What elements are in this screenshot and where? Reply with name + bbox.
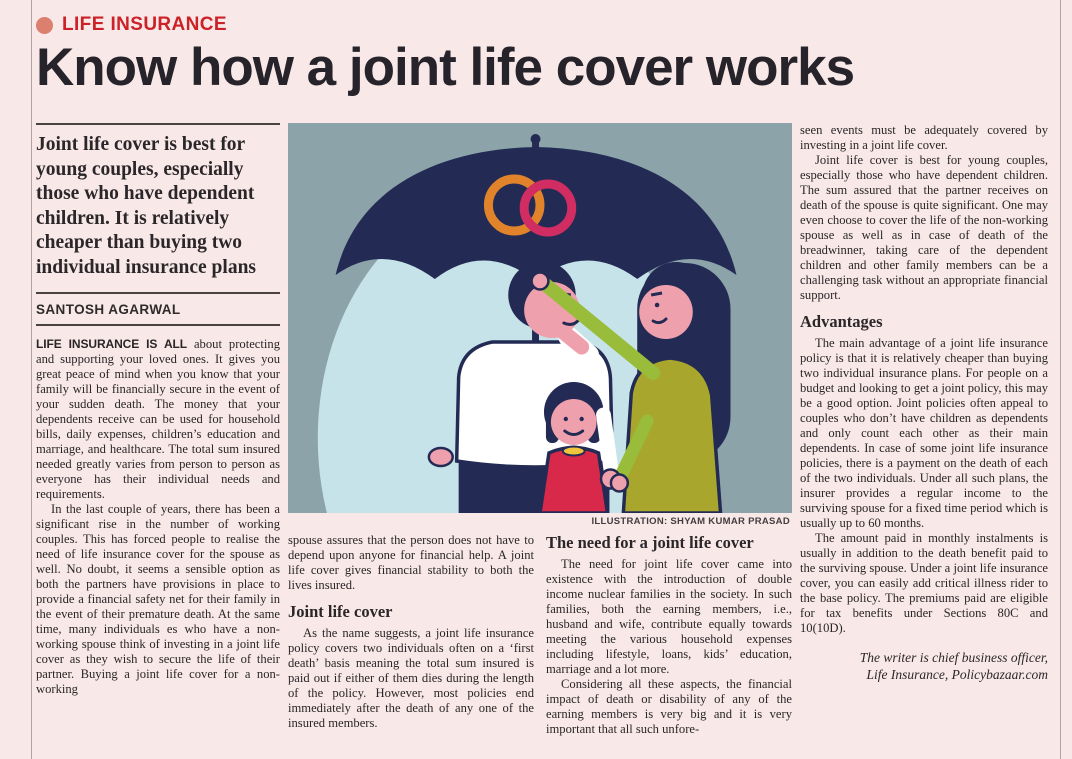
article-headline: Know how a joint life cover works xyxy=(36,38,855,97)
article-body xyxy=(36,123,1048,737)
lead-in: LIFE INSURANCE IS ALL xyxy=(36,337,187,352)
paragraph: As the name suggests, a joint life insurance policy covers two individuals often on a ‘first death’ basis meaning the total sum insured is paid out if either of them dies during the length of the policy. However, most policies end immediately after the death of any one of the insured members. xyxy=(288,625,534,730)
byline-rule xyxy=(36,324,280,326)
child-left-eye xyxy=(564,417,568,421)
child-face xyxy=(551,399,597,445)
paragraph: In the last couple of years, there has been a significant rise in the number of working couples. This has forced people to realise the need of life insurance cover for the spouse as well. No doubt, it seems a sensible option as both the partners have provisions in place to provide a financial safety net for their family in the event of their premature death. At the same time, many individuals es who have a non-working spouse think of investing in a joint life cover as they wish to secure the life of their partner. Buying a joint life cover for a non-working xyxy=(36,502,280,697)
paragraph: The amount paid in monthly instalments is usually in addition to the death benefit paid to the surviving spouse. Under a joint life insurance cover, you can easily add critical illness rider to the base policy. The premiums paid are eligible for tax benefits under Sections 80C and 10(10D). xyxy=(800,530,1048,635)
middle-section xyxy=(288,123,792,737)
column-4-text xyxy=(800,123,1048,684)
child-right-eye xyxy=(579,417,583,421)
subheading-joint-life-cover: Joint life cover xyxy=(288,601,393,621)
attribution-line-1: The writer is chief business officer, xyxy=(859,649,1048,665)
paragraph xyxy=(36,337,280,502)
subheading-need-for-cover: The need for a joint life cover xyxy=(546,533,754,552)
paragraph: The need for joint life cover came into existence with the introduction of double income nuclear families in the society. In such families, both the earning members, i.e., husband and wife, contribute equally towards meeting the various household expenses including lifestyle, loans, kids’ education, marriage and a lot more. xyxy=(546,557,792,676)
paragraph: spouse assures that the person does not have to depend upon anyone for financial help. A joint life cover gives financial stability to both the lives insured. xyxy=(288,533,534,592)
paragraph-text: about protecting and supporting your loved ones. It gives you great peace of mind when you know that your family will be financially secure in the event of your sudden death. The money that your dependents receive can be used for household bills, daily expenses, children’s education and marriage, and healthcare. The total sum insured needed greatly varies from person to person as everyone has their individual needs and requirements. xyxy=(36,337,280,502)
child-dress xyxy=(540,448,607,514)
article-masthead xyxy=(36,14,854,96)
right-page-rule xyxy=(1060,0,1061,759)
umbrella-tip xyxy=(531,134,541,144)
standfirst: Joint life cover is best for young couples, especially those who have dependent children. It is relatively cheaper than buying two individual insurance plans xyxy=(36,134,257,278)
paragraph: The main advantage of a joint life insurance policy is that it is relatively cheaper than buying two individual insurance plans. For people on a budget and looking to get a joint policy, this may be a good option. Joint policies often appeal to couples who don’t have children as dependents and only count each other as their main dependents. In case of some joint life insurance policies, there is a payment on the death of each of the two individuals. Under all such plans, the insurer provides a regular income to the surviving spouse for a fixed time period which is usually up to 60 months. xyxy=(800,335,1048,530)
section-row xyxy=(36,14,854,36)
left-page-rule xyxy=(31,0,32,759)
family-umbrella-illustration xyxy=(288,123,792,513)
child-necklace xyxy=(563,447,585,456)
woman-face xyxy=(639,285,693,339)
writer-attribution xyxy=(800,649,1048,684)
column-1 xyxy=(36,123,280,737)
subheading-advantages: Advantages xyxy=(800,311,883,331)
attribution-line-2: Life Insurance, Policybazaar.com xyxy=(866,667,1048,683)
section-bullet-icon xyxy=(36,17,53,34)
woman-eye xyxy=(655,303,660,308)
paragraph: Considering all these aspects, the financial impact of death or disability of any of the earning members is very big and it is very important that all such unfore- xyxy=(546,676,792,736)
paragraph: seen events must be adequately covered by investing in a joint life cover. xyxy=(800,123,1048,152)
woman-hand-on-waist xyxy=(429,448,453,466)
man-lower-arm xyxy=(603,415,611,473)
byline: SANTOSH AGARWAL xyxy=(36,302,181,318)
column-2 xyxy=(288,533,534,737)
paragraph: Joint life cover is best for young couples, especially those who have dependent children. The sum assured that the partner receives on death of the spouse is quite significant. One may even choose to cover the life of the non-working spouse as well as in case of death of the breadwinner, taking care of the dependent children and other family members can be a challenging task without an appropriate financial support. xyxy=(800,152,1048,302)
woman-hand-on-pole xyxy=(532,273,549,290)
woman-eyebrow xyxy=(651,293,662,295)
illustration-credit: ILLUSTRATION: SHYAM KUMAR PRASAD xyxy=(591,516,790,527)
section-label: LIFE INSURANCE xyxy=(62,14,227,35)
middle-text-columns xyxy=(288,533,792,737)
column-4 xyxy=(800,123,1048,737)
column-1-text xyxy=(36,337,280,697)
woman-hand-joined xyxy=(611,475,628,492)
column-3 xyxy=(546,533,792,737)
